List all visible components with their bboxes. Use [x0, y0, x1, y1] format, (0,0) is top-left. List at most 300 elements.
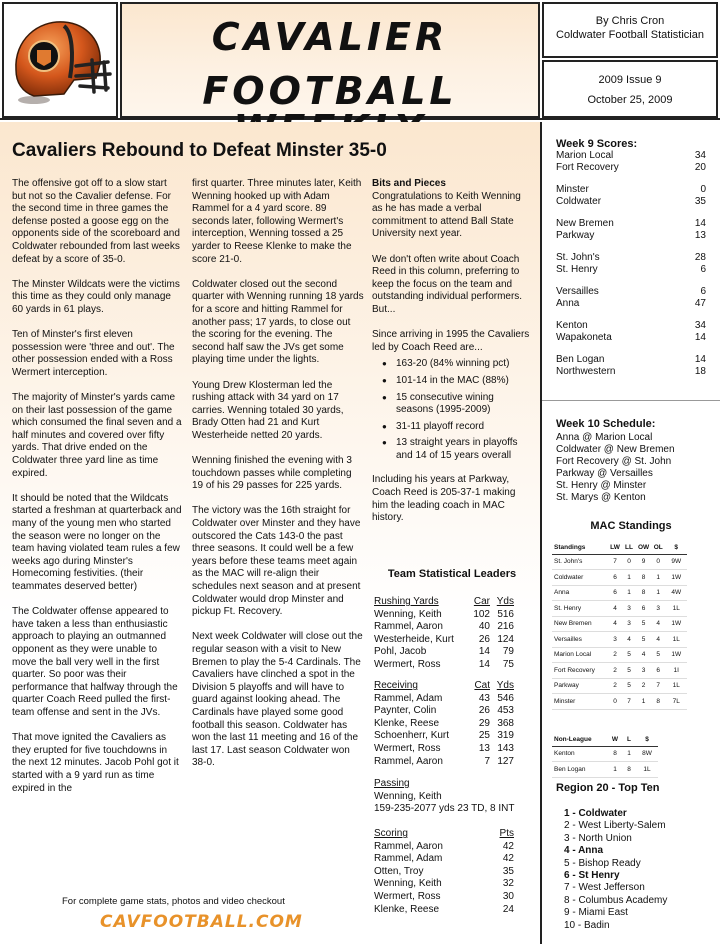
- column-header: Yds: [496, 596, 514, 607]
- week-schedule: [556, 432, 675, 504]
- footer-note: For complete game stats, photos and video checkout: [62, 896, 285, 907]
- football-helmet-icon: [4, 4, 116, 116]
- rank-number: 1: [564, 808, 570, 819]
- stat-value: 127: [497, 755, 514, 767]
- paragraph: The Coldwater offense appeared to have taken a less than enthusiastic approach to playing an outmanned opponent as they were unable to move the ball very well in the first quarter. So poor was their performance that halfway through the quarter Coach Reed pulled the first-team offense and sent in the JVs.: [12, 606, 178, 718]
- paragraph: The victory was the 16th straight for Coldwater over Minster and they have outscored the Cats 143-0 the past three seasons. It could well be a few years before these teams meet again as the MAC will re-align their schedules next season and at present Coldwater would drop Minster and pickup Ft. Recovery.: [192, 505, 361, 618]
- score-row: [556, 320, 706, 332]
- rank-number: 10: [564, 919, 576, 931]
- ranking-item: 6 - St Henry: [564, 870, 620, 882]
- column-header: W: [608, 734, 622, 746]
- article-headline: Cavaliers Rebound to Defeat Minster 35-0: [12, 140, 387, 161]
- paragraph: Next week Coldwater will close out the regular season with a visit to New Bremen to play the 5-4 Cardinals. The Cavaliers have clinched a spot in the Division 5 playoffs and will have to guard against looking ahead. The Cardinals have played some good football this season. Coldwater has won the last 11 meeting and 16 of the last 17. Last season Coldwater won 38-0.: [192, 631, 363, 769]
- team-name: Minster: [556, 184, 589, 195]
- stat-value: 13: [478, 742, 490, 754]
- issue-box: [542, 60, 718, 118]
- schedule-item: St. Marys @ Kenton: [556, 492, 646, 503]
- stat-value: 5: [622, 663, 636, 679]
- list-item: ● 163-20 (84% winning pct): [372, 358, 532, 371]
- team-name: Marion Local: [556, 150, 614, 161]
- stat-value: 42: [502, 853, 514, 865]
- stat-value: 5: [622, 678, 636, 694]
- schedule-item: Coldwater @ New Bremen: [556, 444, 675, 455]
- bits-and-pieces-column: [372, 178, 532, 537]
- table-row: [552, 663, 687, 679]
- author-role: Coldwater Football Statistician: [556, 29, 704, 41]
- article-column-1: [12, 178, 182, 808]
- stat-value: 24: [502, 903, 514, 915]
- stat-value: 4: [622, 632, 636, 648]
- table-row: [374, 866, 514, 879]
- table-row: [552, 554, 687, 570]
- team-name: Northwestern: [556, 366, 616, 377]
- stat-value: 4: [608, 616, 622, 632]
- paragraph: Including his years at Parkway, Coach Reed is 205-37-1 making him the leading coach in MAC history.: [372, 474, 516, 524]
- stat-value: 7L: [665, 694, 687, 710]
- column-header: Standings: [552, 542, 608, 554]
- table-label: Passing: [374, 778, 410, 789]
- paragraph: Coldwater closed out the second quarter with Wenning running 18 yards for a score and hitting Rammel for another pass; 17 yards, to close out the scoring for the evening. The second half saw the JVs get some playing time under the lights.: [192, 278, 364, 366]
- player-name: Wermert, Ross: [374, 742, 441, 754]
- stat-value: 2: [608, 647, 622, 663]
- score-row: [556, 230, 706, 242]
- stat-value: 4: [651, 616, 665, 632]
- list-item: ● 13 straight years in playoffs and 14 of 15 years overall: [372, 437, 532, 462]
- team-name: New Bremen: [556, 218, 614, 229]
- team-score: 28: [694, 252, 706, 263]
- player-name: Wenning, Keith: [374, 608, 442, 620]
- schedule-item: Fort Recovery @ St. John: [556, 456, 672, 467]
- stat-value: 4: [636, 647, 651, 663]
- stat-value: 516: [497, 608, 514, 620]
- stat-value: 1L: [665, 601, 687, 617]
- scores-title: Week 9 Scores:: [556, 138, 638, 150]
- stat-value: 3: [651, 601, 665, 617]
- rushing-table: [374, 596, 514, 672]
- team-score: 34: [694, 320, 706, 331]
- scoring-table: [374, 828, 514, 916]
- table-row: [374, 841, 514, 854]
- paragraph: That move ignited the Cavaliers as they erupted for five touchdowns in the next 12 minutes. Jacob Pohl got it started with a 9 yard run as time expired in the: [12, 732, 179, 794]
- stat-value: 1L: [665, 632, 687, 648]
- table-row: [552, 601, 687, 617]
- stat-value: 216: [497, 621, 514, 633]
- paragraph: The majority of Minster's yards came on their last possession of the game which consumed the final seven and a half minutes and covered over fifty yards. That drive ended on the Coldwater three yard line as time expired.: [12, 392, 182, 479]
- team-name: St. Henry: [552, 601, 608, 617]
- title-line-2: FOOTBALL: [202, 69, 458, 113]
- mac-standings-table: [552, 542, 687, 710]
- table-row: [552, 746, 658, 762]
- ranking-item: 2 - West Liberty-Salem: [564, 820, 666, 832]
- score-row: [556, 286, 706, 298]
- stat-value: 5: [636, 616, 651, 632]
- stat-value: 453: [497, 705, 514, 717]
- table-row: [552, 616, 687, 632]
- player-name: Klenke, Reese: [374, 903, 440, 915]
- game-score: [556, 286, 706, 310]
- paragraph: The Minster Wildcats were the victims this time as they could only manage 60 yards in 61 plays.: [12, 278, 180, 315]
- score-row: [556, 264, 706, 276]
- stat-value: 9W: [665, 554, 687, 570]
- table-row: [374, 853, 514, 866]
- passing-table: [374, 778, 534, 816]
- ranking-item: 8 - Columbus Academy: [564, 894, 668, 906]
- stat-value: 8: [651, 694, 665, 710]
- coach-record-list: [372, 358, 532, 462]
- team-score: 20: [694, 162, 706, 173]
- stat-value: 0: [622, 554, 636, 570]
- team-score: 6: [700, 264, 706, 275]
- team-name: Parkway: [556, 230, 595, 241]
- paragraph: Ten of Minster's first eleven possession were 'three and out'. The other possession ended with a Ross Wermert interception.: [12, 329, 175, 378]
- score-row: [556, 162, 706, 174]
- byline-box: [542, 2, 718, 58]
- stat-value: 79: [502, 646, 514, 658]
- stat-value: 1I: [665, 663, 687, 679]
- stat-value: 1L: [665, 678, 687, 694]
- schedule-item: Parkway @ Versailles: [556, 468, 653, 479]
- player-name: Wermert, Ross: [374, 658, 441, 670]
- column-header: OW: [636, 542, 651, 554]
- stat-value: 0: [651, 554, 665, 570]
- stat-value: 2: [636, 678, 651, 694]
- stat-value: 6: [636, 601, 651, 617]
- rank-number: 6: [564, 870, 570, 882]
- table-row: [374, 756, 514, 769]
- stat-value: 4: [608, 601, 622, 617]
- team-name: Bishop Ready: [578, 857, 641, 869]
- team-name: Versailles: [556, 286, 599, 297]
- player-name: Otten, Troy: [374, 865, 424, 877]
- team-score: 14: [694, 218, 706, 229]
- stat-value: 1: [651, 570, 665, 586]
- team-score: 47: [694, 298, 706, 309]
- ranking-item: 1 - Coldwater: [564, 808, 627, 819]
- player-name: Paynter, Colin: [374, 705, 437, 717]
- stat-value: 4W: [665, 585, 687, 601]
- schedule-item: St. Henry @ Minster: [556, 480, 647, 491]
- player-name: Pohl, Jacob: [374, 646, 427, 658]
- stat-value: 1: [622, 746, 636, 762]
- stat-value: 1: [651, 585, 665, 601]
- stat-value: 1W: [665, 616, 687, 632]
- table-row: [552, 570, 687, 586]
- player-name: Westerheide, Kurt: [374, 633, 454, 645]
- bits-title: Bits and Pieces: [372, 178, 446, 189]
- stat-value: 26: [478, 633, 490, 645]
- stat-value: 1: [636, 694, 651, 710]
- stat-value: 25: [478, 730, 490, 742]
- paragraph: Wenning finished the evening with 3 touchdown passes while completing 19 of his 29 passes for 225 yards.: [192, 455, 352, 492]
- team-score: 14: [694, 332, 706, 343]
- table-row: [374, 621, 514, 634]
- column-header: Pts: [499, 828, 514, 839]
- stat-value: 14: [478, 646, 490, 658]
- stat-value: 124: [497, 633, 514, 645]
- stat-value: 3: [622, 601, 636, 617]
- table-row: [552, 694, 687, 710]
- team-name: Anna: [552, 585, 608, 601]
- stat-value: 2: [608, 678, 622, 694]
- rank-number: 8: [564, 894, 570, 906]
- player-name: Schoenherr, Kurt: [374, 730, 450, 742]
- stat-value: 7: [608, 554, 622, 570]
- table-row: [374, 730, 514, 743]
- team-score: 6: [700, 286, 706, 297]
- ranking-item: 7 - West Jefferson: [564, 882, 645, 894]
- ranking-item: 9 - Miami East: [564, 907, 628, 919]
- rank-number: 2: [564, 820, 570, 832]
- stat-value: 5: [622, 647, 636, 663]
- stat-value: 40: [478, 621, 490, 633]
- author-name: By Chris Cron: [595, 15, 665, 27]
- stat-value: 6: [608, 585, 622, 601]
- stat-value: 4: [651, 632, 665, 648]
- stat-value: 3: [636, 663, 651, 679]
- paragraph: Young Drew Klosterman led the rushing attack with 34 yard on 17 carries. Wenning totaled 30 yards, Brady Otten had 21 and Kurt Westerheide netted 20 yards.: [192, 379, 344, 441]
- team-name: Ben Logan: [552, 762, 608, 778]
- table-row: [374, 904, 514, 917]
- team-name: Marion Local: [552, 647, 608, 663]
- stat-value: 42: [502, 840, 514, 852]
- paragraph: The offensive got off to a slow start but not so the Cavalier defense. For the second time in three games the defense posted a goose egg on the opponents side of the scoreboard and Coldwater rebounded from last weeks defeat by a score of 35-0.: [12, 178, 180, 265]
- divider: [542, 400, 720, 401]
- rank-number: 3: [564, 832, 570, 844]
- team-name: West Liberty-Salem: [578, 820, 666, 832]
- schedule-item: Anna @ Marion Local: [556, 432, 653, 443]
- game-score: [556, 320, 706, 344]
- list-item: ● 101-14 in the MAC (88%): [372, 375, 532, 388]
- player-name: Klenke, Reese: [374, 717, 440, 729]
- column-header: Yds: [496, 680, 514, 691]
- team-score: 34: [694, 150, 706, 161]
- non-league-table: [552, 734, 658, 778]
- stat-value: 0: [608, 694, 622, 710]
- stat-value: 3: [608, 632, 622, 648]
- score-row: [556, 184, 706, 196]
- table-row: [374, 718, 514, 731]
- player-name: Rammel, Adam: [374, 853, 443, 865]
- stat-value: 319: [497, 730, 514, 742]
- player-name: Rammel, Aaron: [374, 755, 443, 767]
- player-name: Wermert, Ross: [374, 890, 441, 902]
- main-content: [0, 122, 540, 944]
- stat-leaders-title: Team Statistical Leaders: [387, 568, 517, 580]
- team-score: 35: [694, 196, 706, 207]
- title-line-1: CAVALIER: [211, 15, 449, 59]
- top-ten-title: Region 20 - Top Ten: [556, 782, 660, 794]
- ranking-item: 5 - Bishop Ready: [564, 857, 641, 869]
- stat-value: 143: [497, 742, 514, 754]
- team-name: Fort Recovery: [552, 663, 608, 679]
- mac-standings-title: MAC Standings: [590, 520, 672, 532]
- ranking-item: 4 - Anna: [564, 845, 604, 857]
- player-name: Rammel, Adam: [374, 692, 443, 704]
- stat-value: 30: [502, 890, 514, 902]
- rank-number: 7: [564, 882, 570, 894]
- team-name: West Jefferson: [578, 882, 645, 894]
- stat-value: 35: [502, 865, 514, 877]
- stat-value: 1: [622, 570, 636, 586]
- team-name: Wapakoneta: [556, 332, 612, 343]
- team-name: Coldwater: [556, 196, 602, 207]
- table-row: [374, 659, 514, 672]
- team-name: St. John's: [552, 554, 608, 570]
- team-name: Kenton: [556, 320, 588, 331]
- table-row: [552, 632, 687, 648]
- stat-value: 1: [608, 762, 622, 778]
- column-header: LL: [622, 542, 636, 554]
- paragraph: first quarter. Three minutes later, Keith Wenning hooked up with Adam Rammel for a 4 yard score. 89 seconds later, following Wermert's interception, Wenning tossed a 25 yarder to Reese Klenke to make the score 21-0.: [192, 178, 362, 265]
- player-name: Rammel, Aaron: [374, 621, 443, 633]
- column-header: Cat: [474, 680, 490, 691]
- stat-value: 8: [622, 762, 636, 778]
- receiving-table: [374, 680, 514, 768]
- team-name: Badin: [584, 919, 610, 931]
- team-name: St. Henry: [556, 264, 598, 275]
- week-scores: [556, 150, 706, 388]
- column-header: Car: [473, 596, 490, 607]
- team-name: Versailles: [552, 632, 608, 648]
- table-row: [374, 743, 514, 756]
- masthead: [0, 0, 720, 120]
- table-row: [374, 634, 514, 647]
- stat-value: 6: [651, 663, 665, 679]
- helmet-logo-box: [2, 2, 118, 118]
- player-name: Rammel, Aaron: [374, 840, 443, 852]
- team-name: St Henry: [578, 870, 620, 882]
- stat-value: 75: [502, 658, 514, 670]
- ranking-item: 3 - North Union: [564, 832, 632, 844]
- team-name: St. John's: [556, 252, 600, 263]
- list-item: ● 15 consecutive wining seasons (1995-2009): [372, 392, 532, 417]
- rank-number: 4: [564, 845, 570, 857]
- column-header: $: [636, 734, 658, 746]
- table-label: Scoring: [374, 828, 408, 839]
- table-row: [374, 878, 514, 891]
- list-item: ● 31-11 playoff record: [372, 421, 532, 434]
- stat-value: 5: [651, 647, 665, 663]
- score-row: [556, 354, 706, 366]
- table-row: [552, 647, 687, 663]
- team-score: 0: [700, 184, 706, 195]
- table-row: [552, 762, 658, 778]
- article-column-2: [192, 178, 364, 783]
- top-ten-list: [564, 808, 667, 932]
- rank-number: 9: [564, 907, 570, 919]
- team-name: New Bremen: [552, 616, 608, 632]
- stat-value: 8: [636, 585, 651, 601]
- score-row: [556, 218, 706, 230]
- paragraph: Congratulations to Keith Wenning as he has made a verbal commitment to attend Ball State University next year.: [372, 190, 521, 240]
- game-score: [556, 218, 706, 242]
- stat-value: 102: [473, 608, 490, 620]
- stat-value: 5: [636, 632, 651, 648]
- stat-value: 2: [608, 663, 622, 679]
- stat-value: 29: [478, 717, 490, 729]
- score-row: [556, 366, 706, 378]
- stat-value: 7: [651, 678, 665, 694]
- team-name: Coldwater: [578, 808, 627, 819]
- website-link[interactable]: CAVFOOTBALL.COM: [100, 912, 303, 932]
- player-name: Wenning, Keith: [374, 878, 442, 890]
- team-name: Anna: [578, 845, 604, 857]
- stat-value: 6: [608, 570, 622, 586]
- table-row: [552, 585, 687, 601]
- stat-value: 368: [497, 717, 514, 729]
- score-row: [556, 150, 706, 162]
- score-row: [556, 252, 706, 264]
- ranking-item: 10 - Badin: [564, 919, 610, 931]
- stat-value: 8W: [636, 746, 658, 762]
- team-score: 14: [694, 354, 706, 365]
- table-row: [374, 705, 514, 718]
- score-row: [556, 332, 706, 344]
- stat-value: 32: [502, 878, 514, 890]
- sidebar: [540, 122, 720, 944]
- stat-value: 8: [636, 570, 651, 586]
- column-header: OL: [651, 542, 665, 554]
- team-score: 18: [694, 366, 706, 377]
- team-name: Anna: [556, 298, 580, 309]
- table-label: Rushing Yards: [374, 596, 439, 607]
- stat-value: 7: [484, 755, 490, 767]
- stat-value: 3: [622, 616, 636, 632]
- game-score: [556, 354, 706, 378]
- team-score: 13: [694, 230, 706, 241]
- schedule-title: Week 10 Schedule:: [556, 418, 656, 430]
- stat-value: 14: [478, 658, 490, 670]
- passing-line: 159-235-2077 yds 23 TD, 8 INT: [374, 803, 515, 815]
- stat-value: 26: [478, 705, 490, 717]
- team-name: Kenton: [552, 746, 608, 762]
- table-row: [374, 609, 514, 622]
- newsletter-title-box: [120, 2, 540, 118]
- stat-value: 1W: [665, 647, 687, 663]
- team-name: Parkway: [552, 678, 608, 694]
- game-score: [556, 150, 706, 174]
- column-header: $: [665, 542, 687, 554]
- game-score: [556, 184, 706, 208]
- stat-value: 546: [497, 692, 514, 704]
- stat-value: 1: [622, 585, 636, 601]
- table-label: Receiving: [374, 680, 418, 691]
- team-name: North Union: [578, 832, 632, 844]
- score-row: [556, 196, 706, 208]
- stat-value: 43: [478, 692, 490, 704]
- stat-value: 1W: [665, 570, 687, 586]
- issue-date: October 25, 2009: [587, 94, 673, 106]
- team-name: Fort Recovery: [556, 162, 619, 173]
- team-name: Miami East: [578, 907, 628, 919]
- table-row: [374, 646, 514, 659]
- table-row: [374, 891, 514, 904]
- paragraph: We don't often write about Coach Reed in this column, preferring to keep the focus on the team and outstanding individual performers. But...: [372, 253, 523, 315]
- issue-number: 2009 Issue 9: [598, 74, 662, 86]
- team-name: Minster: [552, 694, 608, 710]
- rank-number: 5: [564, 857, 570, 869]
- column-header: L: [622, 734, 636, 746]
- team-name: Columbus Academy: [578, 894, 668, 906]
- column-header: LW: [608, 542, 622, 554]
- game-score: [556, 252, 706, 276]
- stat-value: 8: [608, 746, 622, 762]
- column-header: Non-League: [552, 734, 608, 746]
- passing-name: Wenning, Keith: [374, 790, 442, 802]
- stat-value: 1L: [636, 762, 658, 778]
- table-row: [374, 693, 514, 706]
- table-row: [552, 678, 687, 694]
